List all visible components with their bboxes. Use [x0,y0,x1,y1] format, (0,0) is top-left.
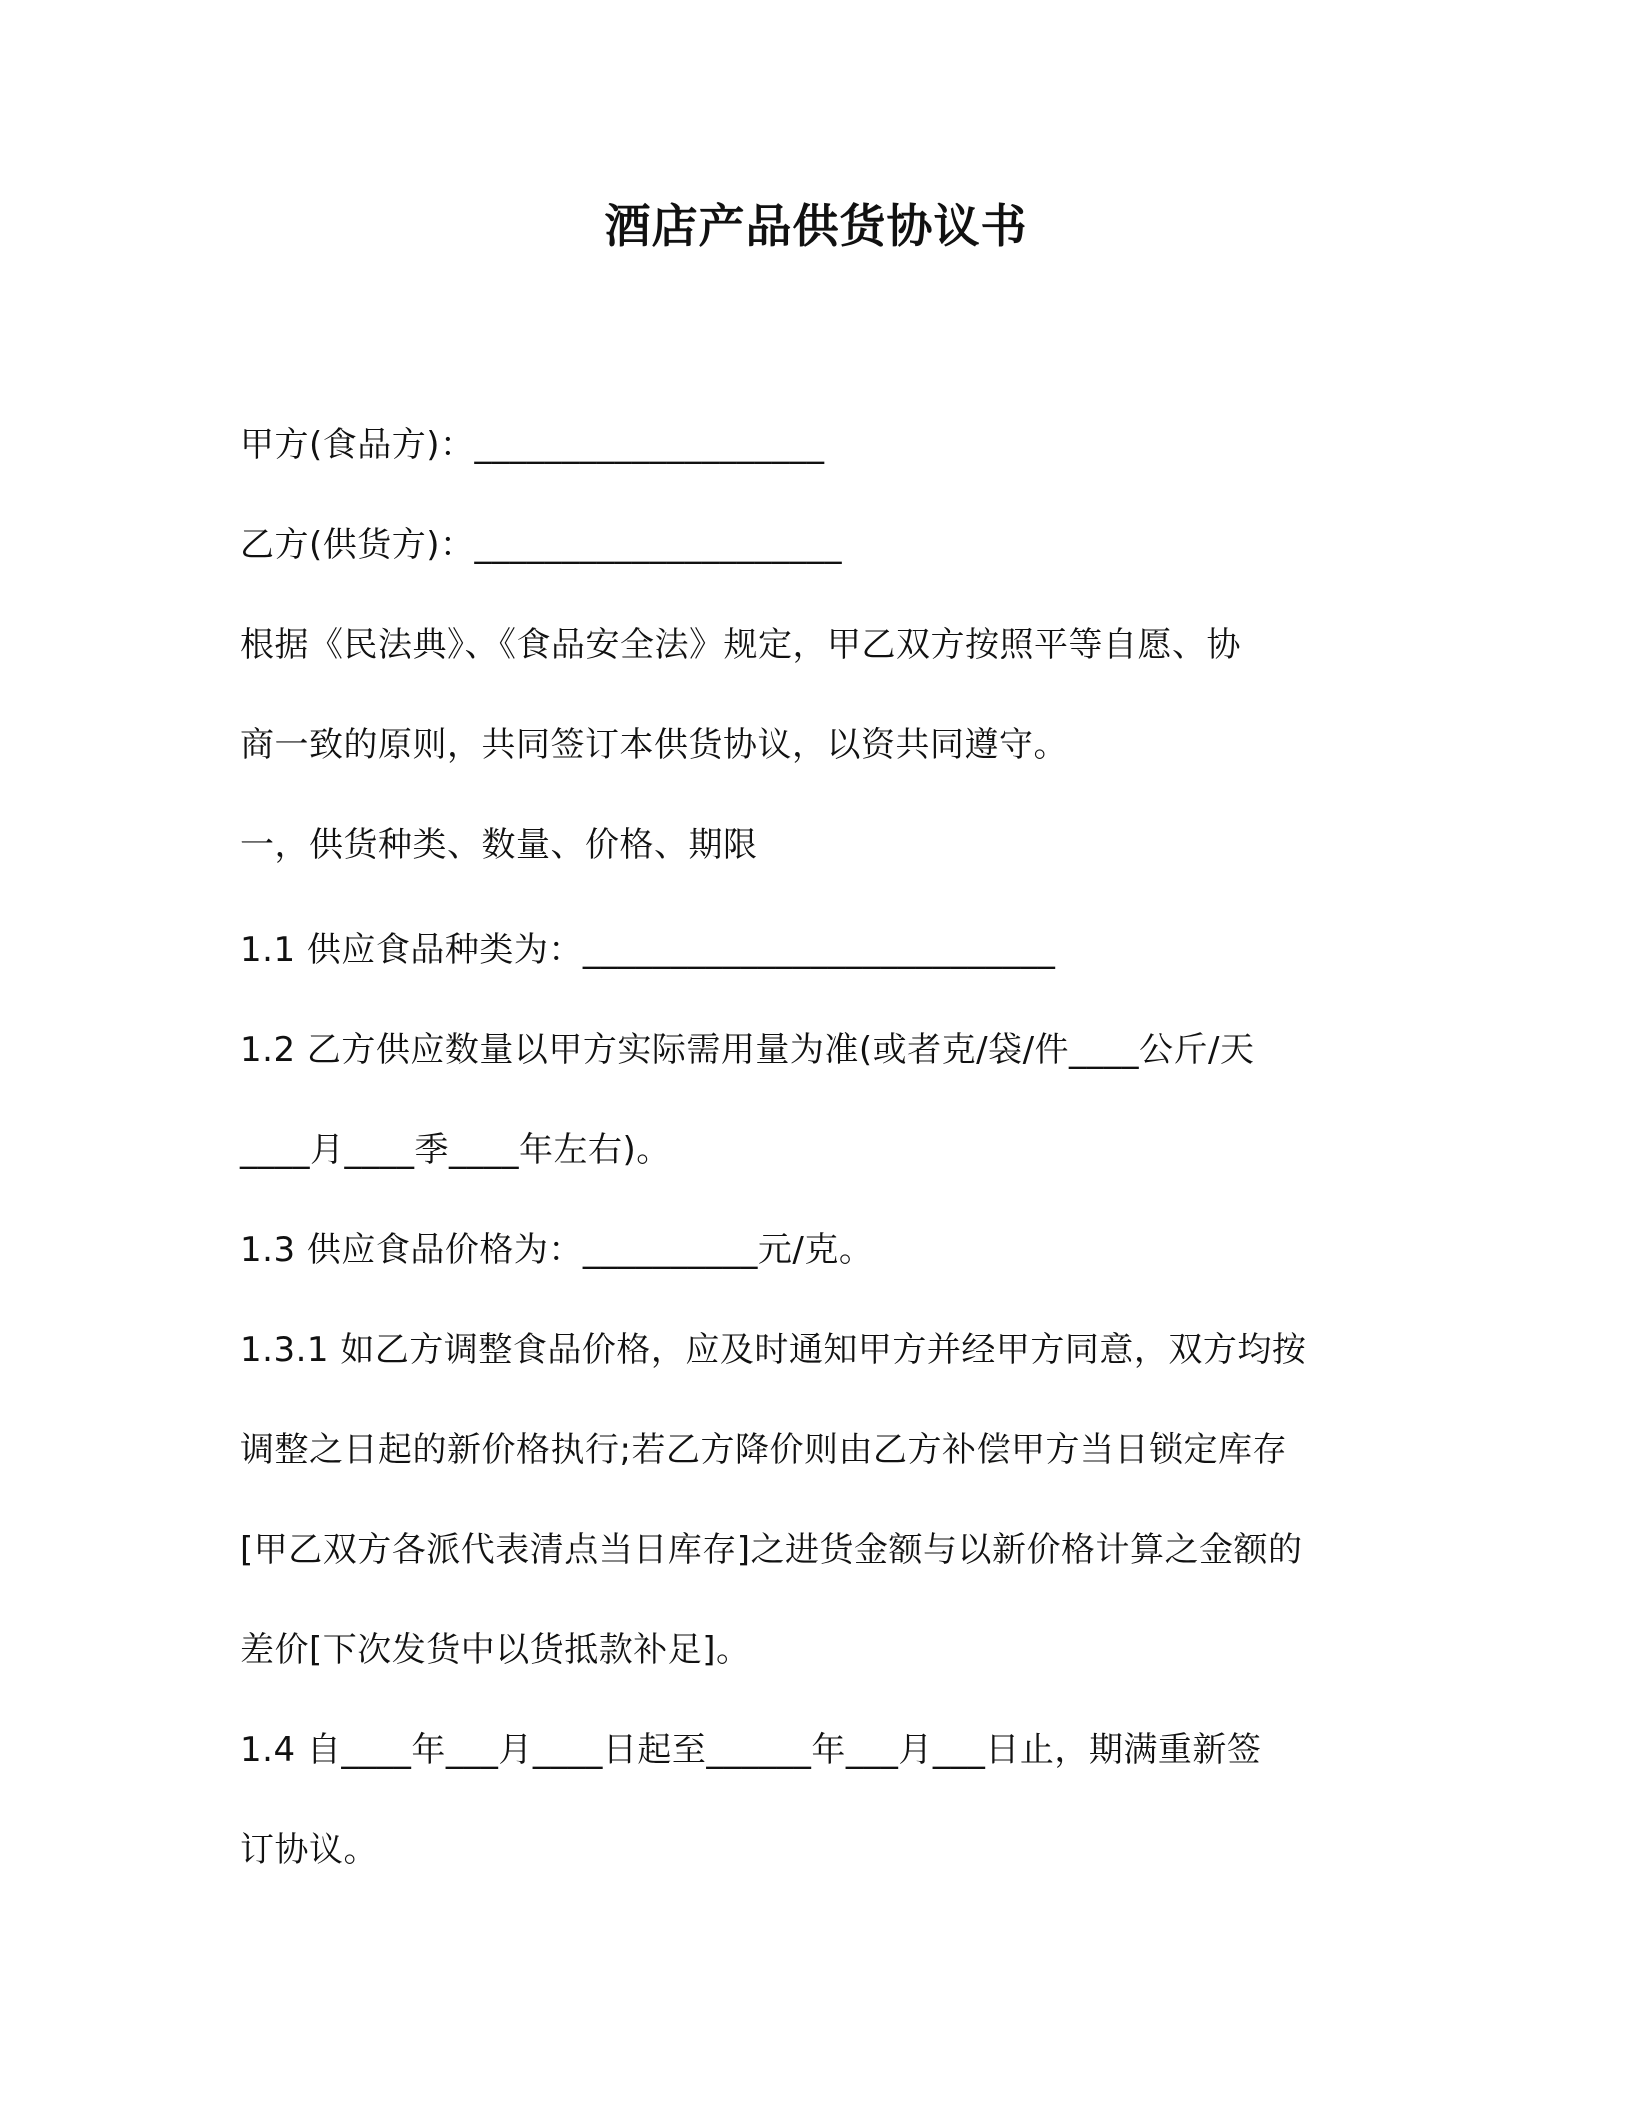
clause-1-3: 1.3 供应食品价格为：__________元/克。 [240,1230,874,1270]
clause-1-3-1-line-3: [甲乙双方各派代表清点当日库存]之进货金额与以新价格计算之金额的 [240,1530,1303,1570]
clause-1-2-line-1: 1.2 乙方供应数量以甲方实际需用量为准(或者克/袋/件____公斤/天 [240,1030,1255,1070]
clause-1-4-line-2: 订协议。 [240,1830,378,1870]
clause-1-3-1-line-1: 1.3.1 如乙方调整食品价格，应及时通知甲方并经甲方同意，双方均按 [240,1330,1307,1370]
clause-1-4-line-1: 1.4 自____年___月____日起至______年___月___日止，期满重新签 [240,1730,1262,1770]
party-b-line: 乙方(供货方)：_____________________ [240,525,843,565]
document-title: 酒店产品供货协议书 [604,199,1028,253]
party-a-line: 甲方(食品方)：____________________ [240,425,825,465]
preamble-line-2: 商一致的原则，共同签订本供货协议，以资共同遵守。 [240,725,1068,765]
section-1-heading: 一，供货种类、数量、价格、期限 [240,825,758,865]
clause-1-3-1-line-2: 调整之日起的新价格执行;若乙方降价则由乙方补偿甲方当日锁定库存 [240,1430,1287,1470]
clause-1-2-line-2: ____月____季____年左右)。 [240,1130,671,1170]
clause-1-3-1-line-4: 差价[下次发货中以货抵款补足]。 [240,1630,751,1670]
preamble-line-1: 根据《民法典》、《食品安全法》规定，甲乙双方按照平等自愿、协 [240,625,1241,665]
clause-1-1: 1.1 供应食品种类为：___________________________ [240,930,1056,970]
